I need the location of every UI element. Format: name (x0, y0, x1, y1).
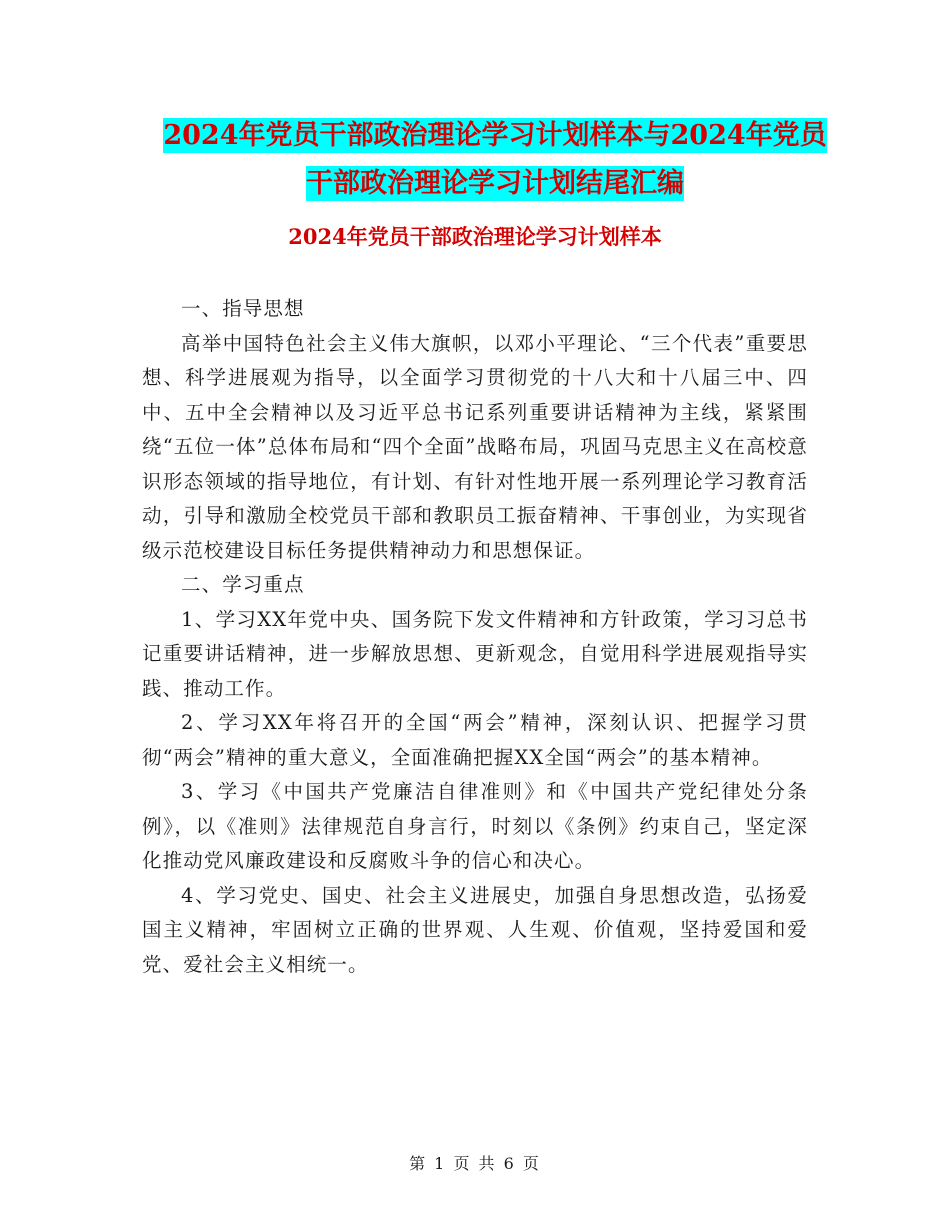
heading-study-focus: 二、学习重点 (181, 573, 305, 596)
paragraph-guiding-ideology: 高举中国特色社会主义伟大旗帜，以邓小平理论、“三个代表”重要思想、科学进展观为指导，以全面学习贯彻党的十八大和十八届三中、四中、五中全会精神以及习近平总书记系列重要讲话精神为主线，紧紧围绕“五位一体”总体布局和“四个全面”战略布局，巩固马克思主义在高校意识形态领域的指导地位，有计划、有针对性地开展一系列理论学习教育活动，引导和激励全校党员干部和教职员工振奋精神、干事创业，为实现省级示范校建设目标任务提供精神动力和思想保证。 (142, 331, 808, 562)
title-line-2: 干部政治理论学习计划结尾汇编 (306, 168, 684, 199)
paragraph-item-2: 2、学习XX年将召开的全国“两会”精神，深刻认识、把握学习贯彻“两会”精神的重大意义，全面准确把握XX全国“两会”的基本精神。 (142, 711, 808, 769)
paragraph-item-4: 4、学习党史、国史、社会主义进展史，加强自身思想改造，弘扬爱国主义精神，牢固树立正确的世界观、人生观、价值观，坚持爱国和爱党、爱社会主义相统一。 (142, 883, 808, 976)
document-title (120, 112, 870, 208)
paragraph-item-1: 1、学习XX年党中央、国务院下发文件精神和方针政策，学习习总书记重要讲话精神，进一步解放思想、更新观念，自觉用科学进展观指导实践、推动工作。 (142, 607, 808, 700)
title-line-1: 2024年党员干部政治理论学习计划样本与2024年党员 (163, 120, 827, 151)
paragraph-item-3: 3、学习《中国共产党廉洁自律准则》和《中国共产党纪律处分条例》，以《准则》法律规范自身言行，时刻以《条例》约束自己，坚定深化推动党风廉政建设和反腐败斗争的信心和决心。 (142, 780, 808, 872)
heading-guiding-ideology: 一、指导思想 (181, 297, 305, 320)
document-body (142, 292, 808, 982)
page-number-footer: 第 1 页 共 6 页 (409, 1154, 541, 1173)
section-title: 2024年党员干部政治理论学习计划样本 (288, 224, 662, 249)
